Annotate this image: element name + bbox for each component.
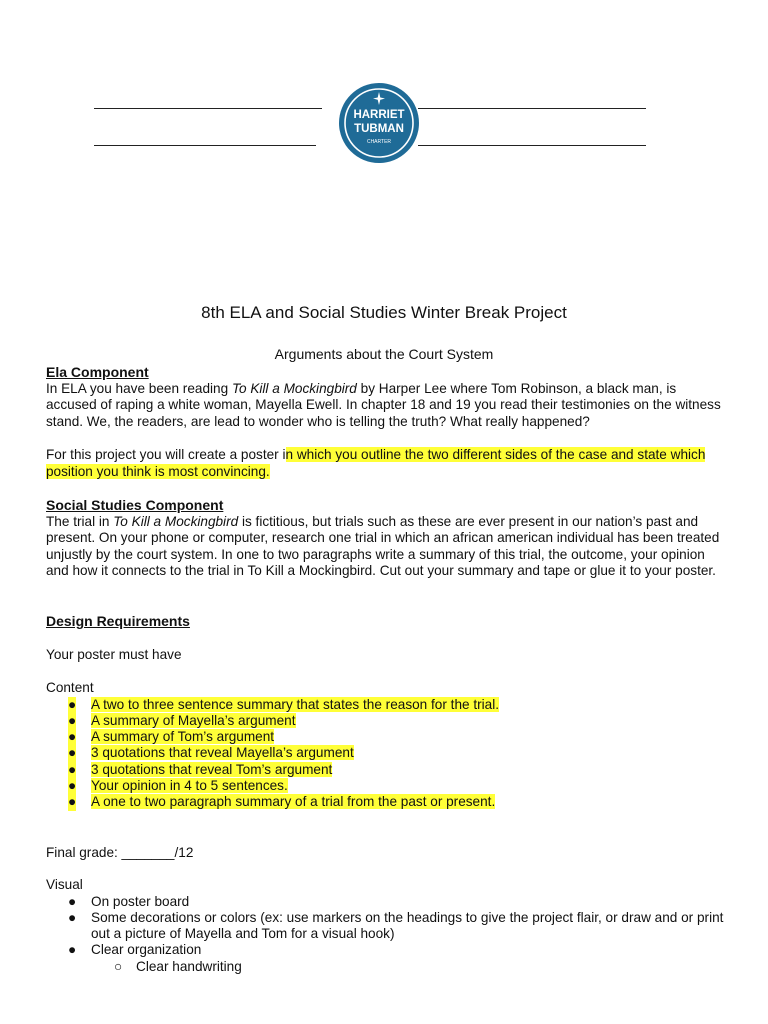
name-blank-line	[94, 108, 322, 109]
ela-p1-book-title: To Kill a Mockingbird	[231, 380, 357, 396]
list-item	[46, 762, 726, 778]
list-item-text: 3 quotations that reveal Tom’s argument	[91, 761, 333, 777]
ela-p2-highlight: n which you outline the two different sides of the case and state which position you think is most convincing.	[46, 447, 706, 479]
list-item	[46, 729, 726, 745]
bullet-icon: ●	[68, 729, 77, 745]
list-item-text: On poster board	[91, 893, 190, 909]
class-blank-line	[94, 145, 316, 146]
visual-section	[46, 877, 726, 975]
list-item-text: 3 quotations that reveal Mayella’s argument	[91, 745, 354, 761]
bullet-icon: ●	[68, 942, 77, 958]
social-p1-text-b: is fictitious, but trials such as these are ever present in our nation’s past and present. On your phone or computer, research one trial in which an african american individual has been treated unjustly by the court system. In one to two paragraphs write a summary of this trial, the outcome, your opinion and how it connects to the trial in To Kill a Mockingbird. Cut out your summary and tape or glue it to your poster.	[46, 513, 720, 579]
harriet-tubman-charter-logo	[338, 82, 420, 164]
social-studies-section	[46, 497, 726, 580]
list-item-text: Your opinion in 4 to 5 sentences.	[91, 778, 288, 794]
bullet-icon: ●	[68, 712, 77, 728]
list-item-text: A two to three sentence summary that states the reason for the trial.	[91, 696, 500, 712]
ela-p2-text-a: For this project you will create a poster i	[46, 447, 286, 463]
content-label: Content	[46, 680, 94, 695]
list-item-text: Some decorations or colors (ex: use markers on the headings to give the project flair, or draw and or print out a picture of Mayella and Tom for a visual hook)	[91, 909, 724, 942]
sub-list-item-text: Clear handwriting	[136, 958, 242, 974]
poster-intro	[46, 647, 726, 664]
design-requirements-heading: Design Requirements	[46, 613, 190, 629]
list-item-text: A one to two paragraph summary of a trial from the past or present.	[91, 794, 496, 810]
social-paragraph	[46, 514, 726, 580]
ela-paragraph-2	[46, 447, 726, 480]
list-item	[46, 697, 726, 713]
list-item-text: A summary of Tom’s argument	[91, 729, 275, 745]
poster-intro-text: Your poster must have	[46, 647, 182, 662]
page-title: 8th ELA and Social Studies Winter Break Project	[201, 303, 567, 322]
bullet-icon: ●	[68, 696, 77, 712]
list-item	[46, 894, 726, 910]
bullet-icon: ●	[68, 909, 77, 925]
list-item-text: A summary of Mayella’s argument	[91, 712, 296, 728]
social-p1-text-a: The trial in	[46, 513, 114, 529]
list-item-text: Clear organization	[91, 942, 202, 958]
ela-p1-text-a: In ELA you have been reading	[46, 380, 232, 396]
design-requirements-heading-block	[46, 613, 726, 630]
content-section	[46, 680, 726, 811]
logo-line1: HARRIET	[353, 109, 405, 121]
social-p1-book-title: To Kill a Mockingbird	[113, 513, 239, 529]
final-grade-line	[46, 845, 726, 862]
social-studies-heading: Social Studies Component	[46, 497, 224, 513]
content-list	[46, 697, 726, 811]
ela-section	[46, 364, 726, 481]
logo-line2: TUBMAN	[354, 123, 404, 135]
list-item	[46, 942, 726, 958]
bullet-icon: ●	[68, 761, 77, 777]
bullet-icon: ●	[68, 745, 77, 761]
period-blank-line	[418, 145, 646, 146]
date-blank-line	[418, 108, 646, 109]
ela-heading: Ela Component	[46, 364, 149, 380]
bullet-icon: ●	[68, 794, 77, 810]
hollow-bullet-icon: ○	[114, 958, 123, 974]
sub-list-item	[46, 959, 726, 975]
bullet-icon: ●	[68, 778, 77, 794]
list-item	[46, 745, 726, 761]
list-item	[46, 910, 726, 943]
page-subtitle: Arguments about the Court System	[274, 346, 494, 362]
logo-line3: CHARTER	[366, 139, 392, 145]
bullet-icon: ●	[68, 893, 77, 909]
visual-label: Visual	[46, 877, 83, 892]
ela-p1-text-b: by Harper Lee where Tom Robinson, a black man, is accused of raping a white woman, Mayella Ewell. In chapter 18 and 19 you read their testimonies on the witness stand. We, the readers, are lead to wonder who is telling the truth? What really happened?	[46, 380, 721, 429]
list-item	[46, 778, 726, 794]
ela-paragraph-1	[46, 381, 726, 431]
list-item	[46, 713, 726, 729]
final-grade-text: Final grade: _______/12	[46, 845, 194, 860]
list-item	[46, 794, 726, 810]
visual-list	[46, 894, 726, 975]
